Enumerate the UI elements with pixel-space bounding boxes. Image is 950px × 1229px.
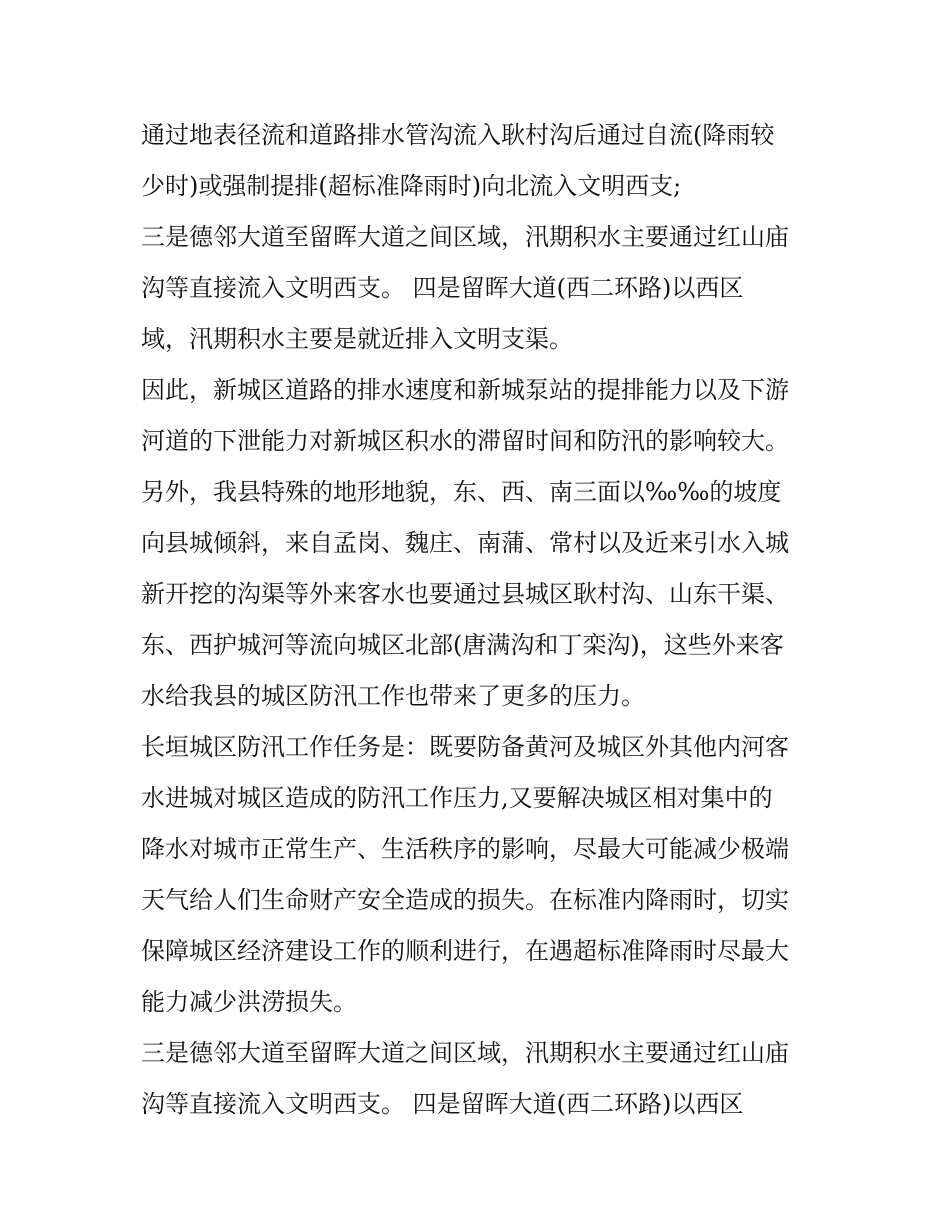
text-line: 水给我县的城区防汛工作也带来了更多的压力。 [141, 682, 645, 710]
text-line: 沟等直接流入文明西支。 四是留晖大道(西二环路)以西区 [141, 274, 744, 302]
text-line: 降水对城市正常生产、生活秩序的影响，尽最大可能减少极端 [141, 835, 789, 863]
text-line: 因此，新城区道路的排水速度和新城泵站的提排能力以及下游 [141, 376, 789, 404]
text-line: 新开挖的沟渠等外来客水也要通过县城区耿村沟、山东干渠、 [141, 580, 789, 608]
text-line: 通过地表径流和道路排水管沟流入耿村沟后通过自流(降雨较 [141, 121, 775, 149]
text-line: 河道的下泄能力对新城区积水的滞留时间和防汛的影响较大。 [141, 427, 789, 455]
text-line: 三是德邻大道至留晖大道之间区域，汛期积水主要通过红山庙 [141, 223, 789, 251]
text-line: 长垣城区防汛工作任务是：既要防备黄河及城区外其他内河客 [141, 733, 789, 761]
text-line: 域，汛期积水主要是就近排入文明支渠。 [141, 325, 573, 353]
text-line: 保障城区经济建设工作的顺利进行，在遇超标准降雨时尽最大 [141, 937, 789, 965]
text-line: 向县城倾斜，来自孟岗、魏庄、南蒲、常村以及近来引水入城 [141, 529, 789, 557]
text-line: 另外，我县特殊的地形地貌，东、西、南三面以‰‰的坡度 [141, 478, 782, 506]
text-line: 能力减少洪涝损失。 [141, 988, 357, 1016]
text-line: 三是德邻大道至留晖大道之间区域，汛期积水主要通过红山庙 [141, 1039, 789, 1067]
text-line: 天气给人们生命财产安全造成的损失。在标准内降雨时，切实 [141, 886, 789, 914]
text-line: 水进城对城区造成的防汛工作压力,又要解决城区相对集中的 [141, 784, 773, 812]
text-line: 沟等直接流入文明西支。 四是留晖大道(西二环路)以西区 [141, 1090, 744, 1118]
text-line: 少时)或强制提排(超标准降雨时)向北流入文明西支; [141, 172, 682, 200]
text-line: 东、西护城河等流向城区北部(唐满沟和丁栾沟)，这些外来客 [141, 631, 784, 659]
body-text [141, 110, 821, 1130]
